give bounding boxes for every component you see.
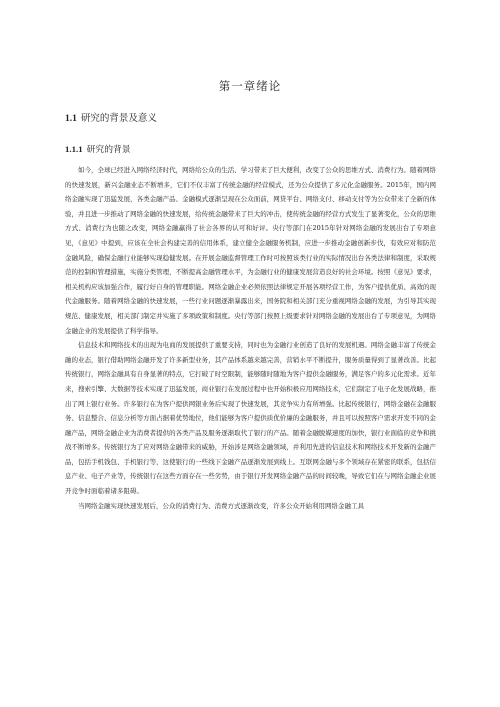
paragraph: 如今，全球已经进入网络经济时代，网络给公众的生活、学习带来了巨大便利，改变了公众的思维方式、消费行为。随着网络的快速发展，新兴金融业态不断增多，它们不仅丰富了传统金融的经营模式，还为公众提供了多元化金融服务。2015年，国内网络金融实现了迅猛发展，各类金融产品、金融模式逐渐呈现在公众面前，网贷平台、网络支付、移动支付等为公众带来了全新的体验，并且进一步推动了网络金融的快速发展，给传统金融带来了巨大的冲击，使传统金融的经营方式发生了显著变化，公众的思维方式、消费行为也随之改变，网络金融赢得了社会各界的认可和好评。央行等部门在2015年针对网络金融的发展出台了专项意见，《意见》中提到，应该在全社会构建完善的信用体系，建立健全金融服务机制，应进一步推动金融创新步伐，有效应对和防范金融风险，确保金融行业能够实现稳健发展。在开展金融监督管理工作时可按照该类行业的实际情况出台各类法律和制度，采取规范的控制和管理措施，实施分类管理，不断提高金融管理水平，为金融行业的健康发展营造良好的社会环境。按照《意见》要求，相关机构应该加强合作，履行好自身的管理职能。网络金融企业必须依照法律规定开展各项经营工作，为客户提供优质、高效的现代金融服务。随着网络金融的快速发展，一些行业问题逐渐暴露出来，国务院和相关部门充分重视网络金融的发展，为引导其实现规范、健康发展，相关部门制定并实施了多项政策和制度。央行等部门按照上级要求针对网络金融的发展出台了专项意见，为网络金融企业的发展提供了科学指导。 — [65, 166, 436, 335]
subsection-heading — [65, 142, 131, 155]
section-title: 研究的背景及意义 — [80, 113, 157, 124]
paragraph: 信息技术和网络技术的出现为电商的发展提供了重要支持，同时也为金融行业创造了良好的发展机遇。网络金融丰富了传统金融的业态，银行借助网络金融开发了许多新型业务，其产品体系越来越完善，营销水平不断提升，服务质量得到了显著改善。比起传统银行，网络金融具有自身显著的特点，它打破了时空限制，能够随时随地为客户提供金融服务，满足客户的多元化需求。近年来，搜索引擎、大数据等技术实现了迅猛发展，商业银行在发展过程中也开始积极应用网络技术，它们制定了电子化发展战略，推出了网上银行业务。许多银行在为客户提供网银业务后实现了快速发展，其竞争实力有所增强。比起传统银行，网络金融在金融服务、信息整合、信息分析等方面占据着优势地位，他们能够为客户提供质优价廉的金融服务，并且可以按照客户需求开发不同的金融产品，网络金融企业为消费者提供的各类产品及服务逐渐取代了银行的产品。随着金融脱媒速度的加快，银行业面临的竞争和挑战不断增多。传统银行为了应对网络金融带来的威胁，开始涉足网络金融领域，并利用先进的信息技术和网络技术开发新的金融产品，包括手机钱包、手机银行等，这使银行的一些线下金融产品逐渐发展到线上。互联网金融与多个领域存在紧密的联系，包括信息产业、电子产业等，传统银行在这些方面存在一些劣势，由于银行开发网络金融产品的时间较晚，导致它们在与网络金融企业展开竞争时面临着诸多阻碍。 — [65, 341, 436, 496]
paragraph: 当网络金融实现快速发展后，公众的消费行为、消费方式逐渐改变，许多公众开始利用网络金融工具 — [78, 501, 364, 510]
section-number: 1.1 — [65, 114, 77, 124]
body-text — [65, 163, 436, 513]
subsection-number: 1.1.1 — [65, 144, 83, 154]
chapter-title: 第一章绪论 — [218, 79, 282, 93]
subsection-title: 研究的背景 — [86, 145, 131, 155]
section-heading — [65, 110, 157, 124]
